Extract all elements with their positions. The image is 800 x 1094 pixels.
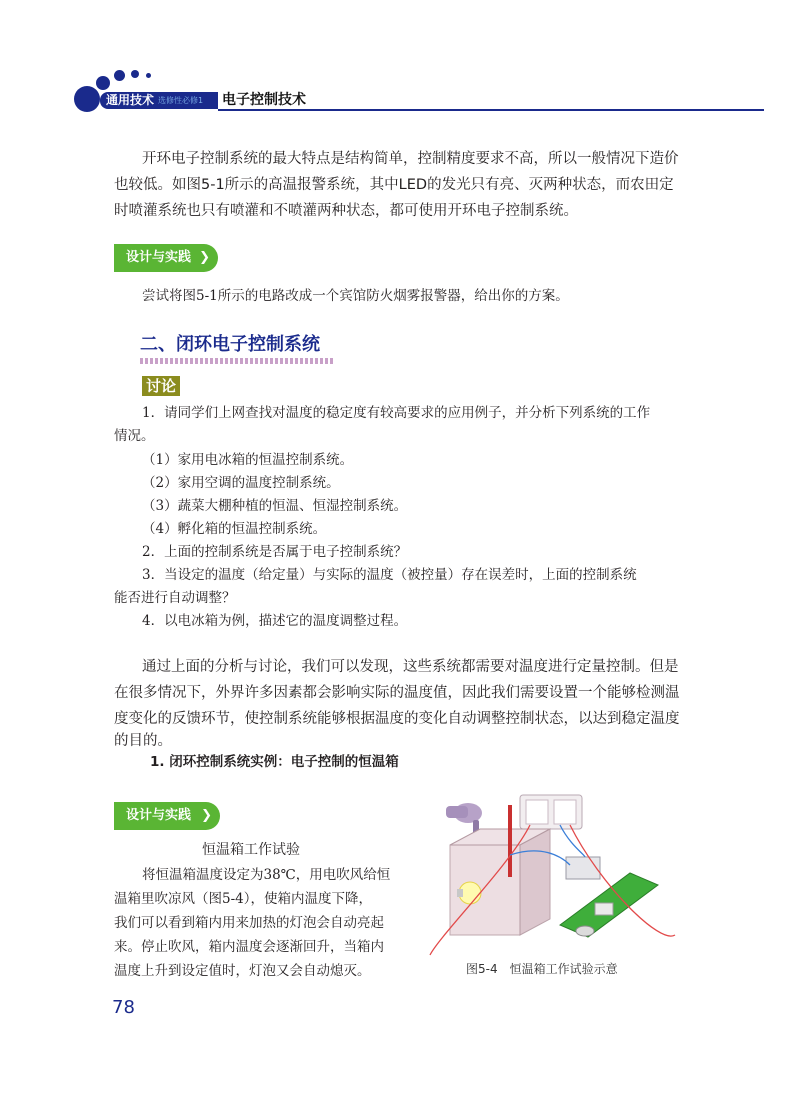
power-socket bbox=[520, 795, 582, 829]
page-number: 78 bbox=[112, 997, 135, 1018]
discussion-label: 讨论 bbox=[142, 376, 180, 396]
list-item: （3）蔬菜大棚种植的恒温、恒湿控制系统。 bbox=[142, 498, 408, 514]
text-line: 开环电子控制系统的最大特点是结构简单，控制精度要求不高，所以一般情况下造价 bbox=[142, 151, 679, 167]
book-name: 通用技术 bbox=[106, 93, 155, 107]
section-title: 二、闭环电子控制系统 bbox=[140, 334, 320, 355]
experiment-title: 恒温箱工作试验 bbox=[202, 842, 300, 858]
list-item: 能否进行自动调整？ bbox=[114, 590, 236, 606]
text-line: 时喷灌系统也只有喷灌和不喷灌两种状态，都可使用开环电子控制系统。 bbox=[114, 203, 578, 219]
text-line: 温度上升到设定值时，灯泡又会自动熄灭。 bbox=[114, 963, 371, 979]
chevron-right-icon: ❯ bbox=[199, 250, 210, 265]
chevron-right-icon: ❯ bbox=[201, 808, 212, 823]
section-underline bbox=[140, 358, 334, 364]
text-line: 来。停止吹风，箱内温度会逐渐回升，当箱内 bbox=[114, 939, 384, 955]
pill-label: 设计与实践 bbox=[126, 250, 192, 265]
list-item: 2．上面的控制系统是否属于电子控制系统？ bbox=[142, 544, 408, 560]
text-line: 将恒温箱温度设定为38℃，用电吹风给恒 bbox=[142, 867, 391, 883]
design-practice-label bbox=[114, 244, 218, 272]
design-practice-label bbox=[114, 802, 220, 830]
text-line: 度变化的反馈环节，使控制系统能够根据温度的变化自动调整控制状态，以达到稳定温度 bbox=[114, 711, 680, 727]
text-line: 也较低。如图5-1所示的高温报警系统，其中LED的发光只有亮、灭两种状态，而农田定 bbox=[114, 177, 674, 193]
book-subtitle: 选修性必修1 bbox=[158, 96, 204, 105]
text-line: 温箱里吹凉风（图5-4），使箱内温度下降， bbox=[114, 891, 372, 907]
chapter-title: 电子控制技术 bbox=[222, 92, 306, 108]
controller-module bbox=[566, 857, 600, 879]
incubator-box bbox=[450, 829, 550, 935]
pill-label: 设计与实践 bbox=[126, 808, 192, 823]
list-item: 4．以电冰箱为例，描述它的温度调整过程。 bbox=[142, 613, 408, 629]
relay-component bbox=[595, 903, 613, 915]
figure-caption: 图5-4 恒温箱工作试验示意 bbox=[466, 962, 618, 976]
list-item: （1）家用电冰箱的恒温控制系统。 bbox=[142, 452, 354, 468]
list-item: （4）孵化箱的恒温控制系统。 bbox=[142, 521, 327, 537]
incubator-experiment-figure bbox=[410, 785, 680, 960]
list-item: 1．请同学们上网查找对温度的稳定度有较高要求的应用例子，并分析下列系统的工作 bbox=[142, 405, 651, 421]
text-line: 通过上面的分析与讨论，我们可以发现，这些系统都需要对温度进行定量控制。但是 bbox=[142, 659, 679, 675]
list-item: 情况。 bbox=[114, 428, 155, 444]
text-line: 在很多情况下，外界许多因素都会影响实际的温度值，因此我们需要设置一个能够检测温 bbox=[114, 685, 680, 701]
subsection-title: 1. 闭环控制系统实例：电子控制的恒温箱 bbox=[150, 754, 399, 770]
header-rule bbox=[218, 109, 764, 111]
list-item: 3．当设定的温度（给定量）与实际的温度（被控量）存在误差时，上面的控制系统 bbox=[142, 567, 637, 583]
text-line: 我们可以看到箱内用来加热的灯泡会自动亮起 bbox=[114, 915, 384, 931]
thermometer bbox=[508, 805, 512, 877]
buzzer-component bbox=[576, 926, 594, 936]
list-item: （2）家用空调的温度控制系统。 bbox=[142, 475, 340, 491]
design-practice-text: 尝试将图5-1所示的电路改成一个宾馆防火烟雾报警器，给出你的方案。 bbox=[142, 288, 569, 304]
text-line: 的目的。 bbox=[114, 733, 172, 749]
